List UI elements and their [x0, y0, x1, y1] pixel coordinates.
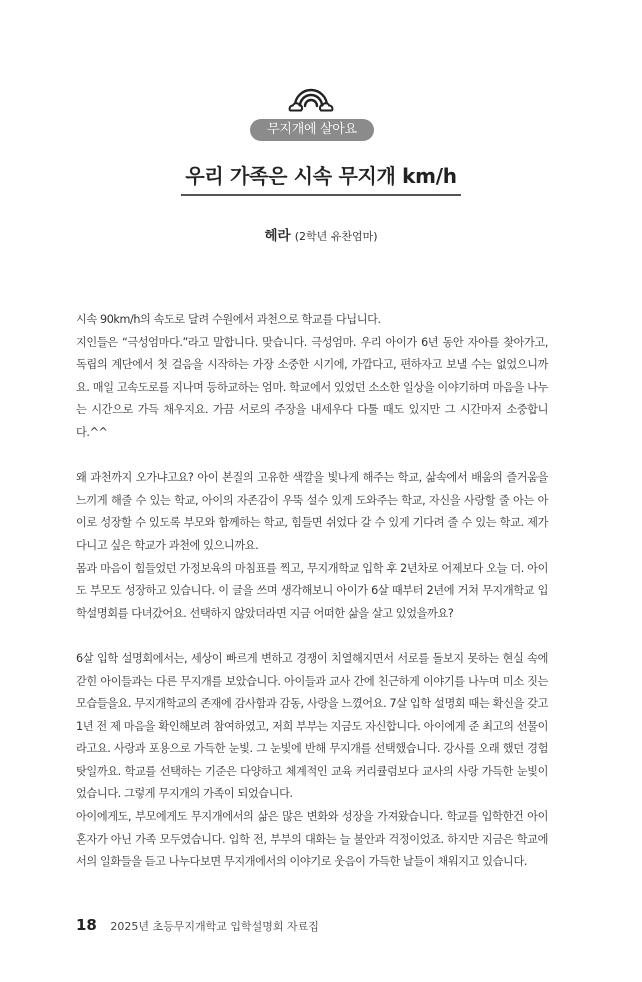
author-line — [0, 224, 642, 244]
paragraph: 왜 과천까지 오가냐고요? 아이 본질의 고유한 색깔을 빛나게 해주는 학교, 삶속에서 배움의 즐거움을 느끼게 해줄 수 있는 학교, 아이의 자존감이 우뚝 설수 있게 도와주는 학교, 자신을 사랑할 줄 아는 아이로 성장할 수 있도록 부모와 함께하는 학교, 힘들면 쉬었다 갈 수 있게 기다려 줄 수 있는 학교. 제가 다니고 싶은 학교가 과천에 있으니까요. — [76, 471, 548, 552]
paragraph: 몸과 마음이 힘들었던 가정보육의 마침표를 찍고, 무지개학교 입학 후 2년차로 어제보다 오늘 더. 아이도 부모도 성장하고 있습니다. 이 글을 쓰며 생각해보니 아이가 6살 때부터 2년에 거쳐 무지개학교 입학설명회를 다녀갔어요. 선택하지 않았더라면 지금 어떠한 삶을 살고 있었을까요? — [76, 561, 548, 620]
paragraph: 6살 입학 설명회에서는, 세상이 빠르게 변하고 경쟁이 치열해지면서 서로를 돌보지 못하는 현실 속에 갇힌 아이들과는 다른 무지개를 보았습니다. 아이들과 교사 간에 친근하게 이야기를 나누며 미소 짓는 모습들을요. 무지개학교의 존재에 감사함과 감동, 사랑을 느꼈어요. 7살 입학 설명회 때는 확신을 갖고 1년 전 제 마음을 확인해보려 참여하였고, 저희 부부는 지금도 자신합니다. 아이에게 준 최고의 선물이라고요. 사랑과 포용으로 가득한 눈빛. 그 눈빛에 반해 무지개를 선택했습니다. 강사를 오래 했던 경험 탓일까요. 학교를 선택하는 기준은 다양하고 체계적인 교육 커리큘럼보다 교사의 사랑 가득한 눈빛이었습니다. 그렇게 무지개의 가족이 되었습니다. — [76, 651, 548, 801]
author-role: (2학년 유찬엄마) — [294, 230, 378, 243]
article-body — [76, 309, 548, 874]
rainbow-cloud-icon — [288, 84, 334, 112]
page-footer — [76, 916, 319, 934]
author-name: 헤라 — [264, 228, 291, 244]
article-title-wrapper — [0, 160, 642, 196]
article-title: 우리 가족은 시속 무지개 km/h — [181, 160, 460, 196]
publication-title: 2025년 초등무지개학교 입학설명회 자료집 — [110, 920, 319, 933]
paragraph: 시속 90km/h의 속도로 달려 수원에서 과천으로 학교를 다닙니다. — [76, 313, 381, 326]
section-tag: 무지개에 살아요 — [250, 119, 374, 141]
page-number: 18 — [76, 916, 97, 934]
paragraph: 아이에게도, 부모에게도 무지개에서의 삶은 많은 변화와 성장을 가져왔습니다. 학교를 입학한건 아이혼자가 아닌 가족 모두였습니다. 입학 전, 부부의 대화는 늘 불안과 걱정이었죠. 하지만 지금은 학교에서의 일화들을 듣고 나누다보면 무지개에서의 이야기로 웃음이 가득한 날들이 채워지고 있습니다. — [76, 810, 548, 869]
paragraph: 지인들은 “극성엄마다.”라고 말합니다. 맞습니다. 극성엄마. 우리 아이가 6년 동안 자아를 찾아가고, 독립의 계단에서 첫 걸음을 시작하는 가장 소중한 시기에, 가깝다고, 편하자고 보낼 수는 없었으니까요. 매일 고속도로를 지나며 등하교하는 엄마. 학교에서 있었던 소소한 일상을 이야기하며 마음을 나누는 시간으로 가득 채우지요. 가끔 서로의 주장을 내세우다 다툴 때도 있지만 그 시간마저 소중합니다.^^ — [76, 335, 548, 439]
